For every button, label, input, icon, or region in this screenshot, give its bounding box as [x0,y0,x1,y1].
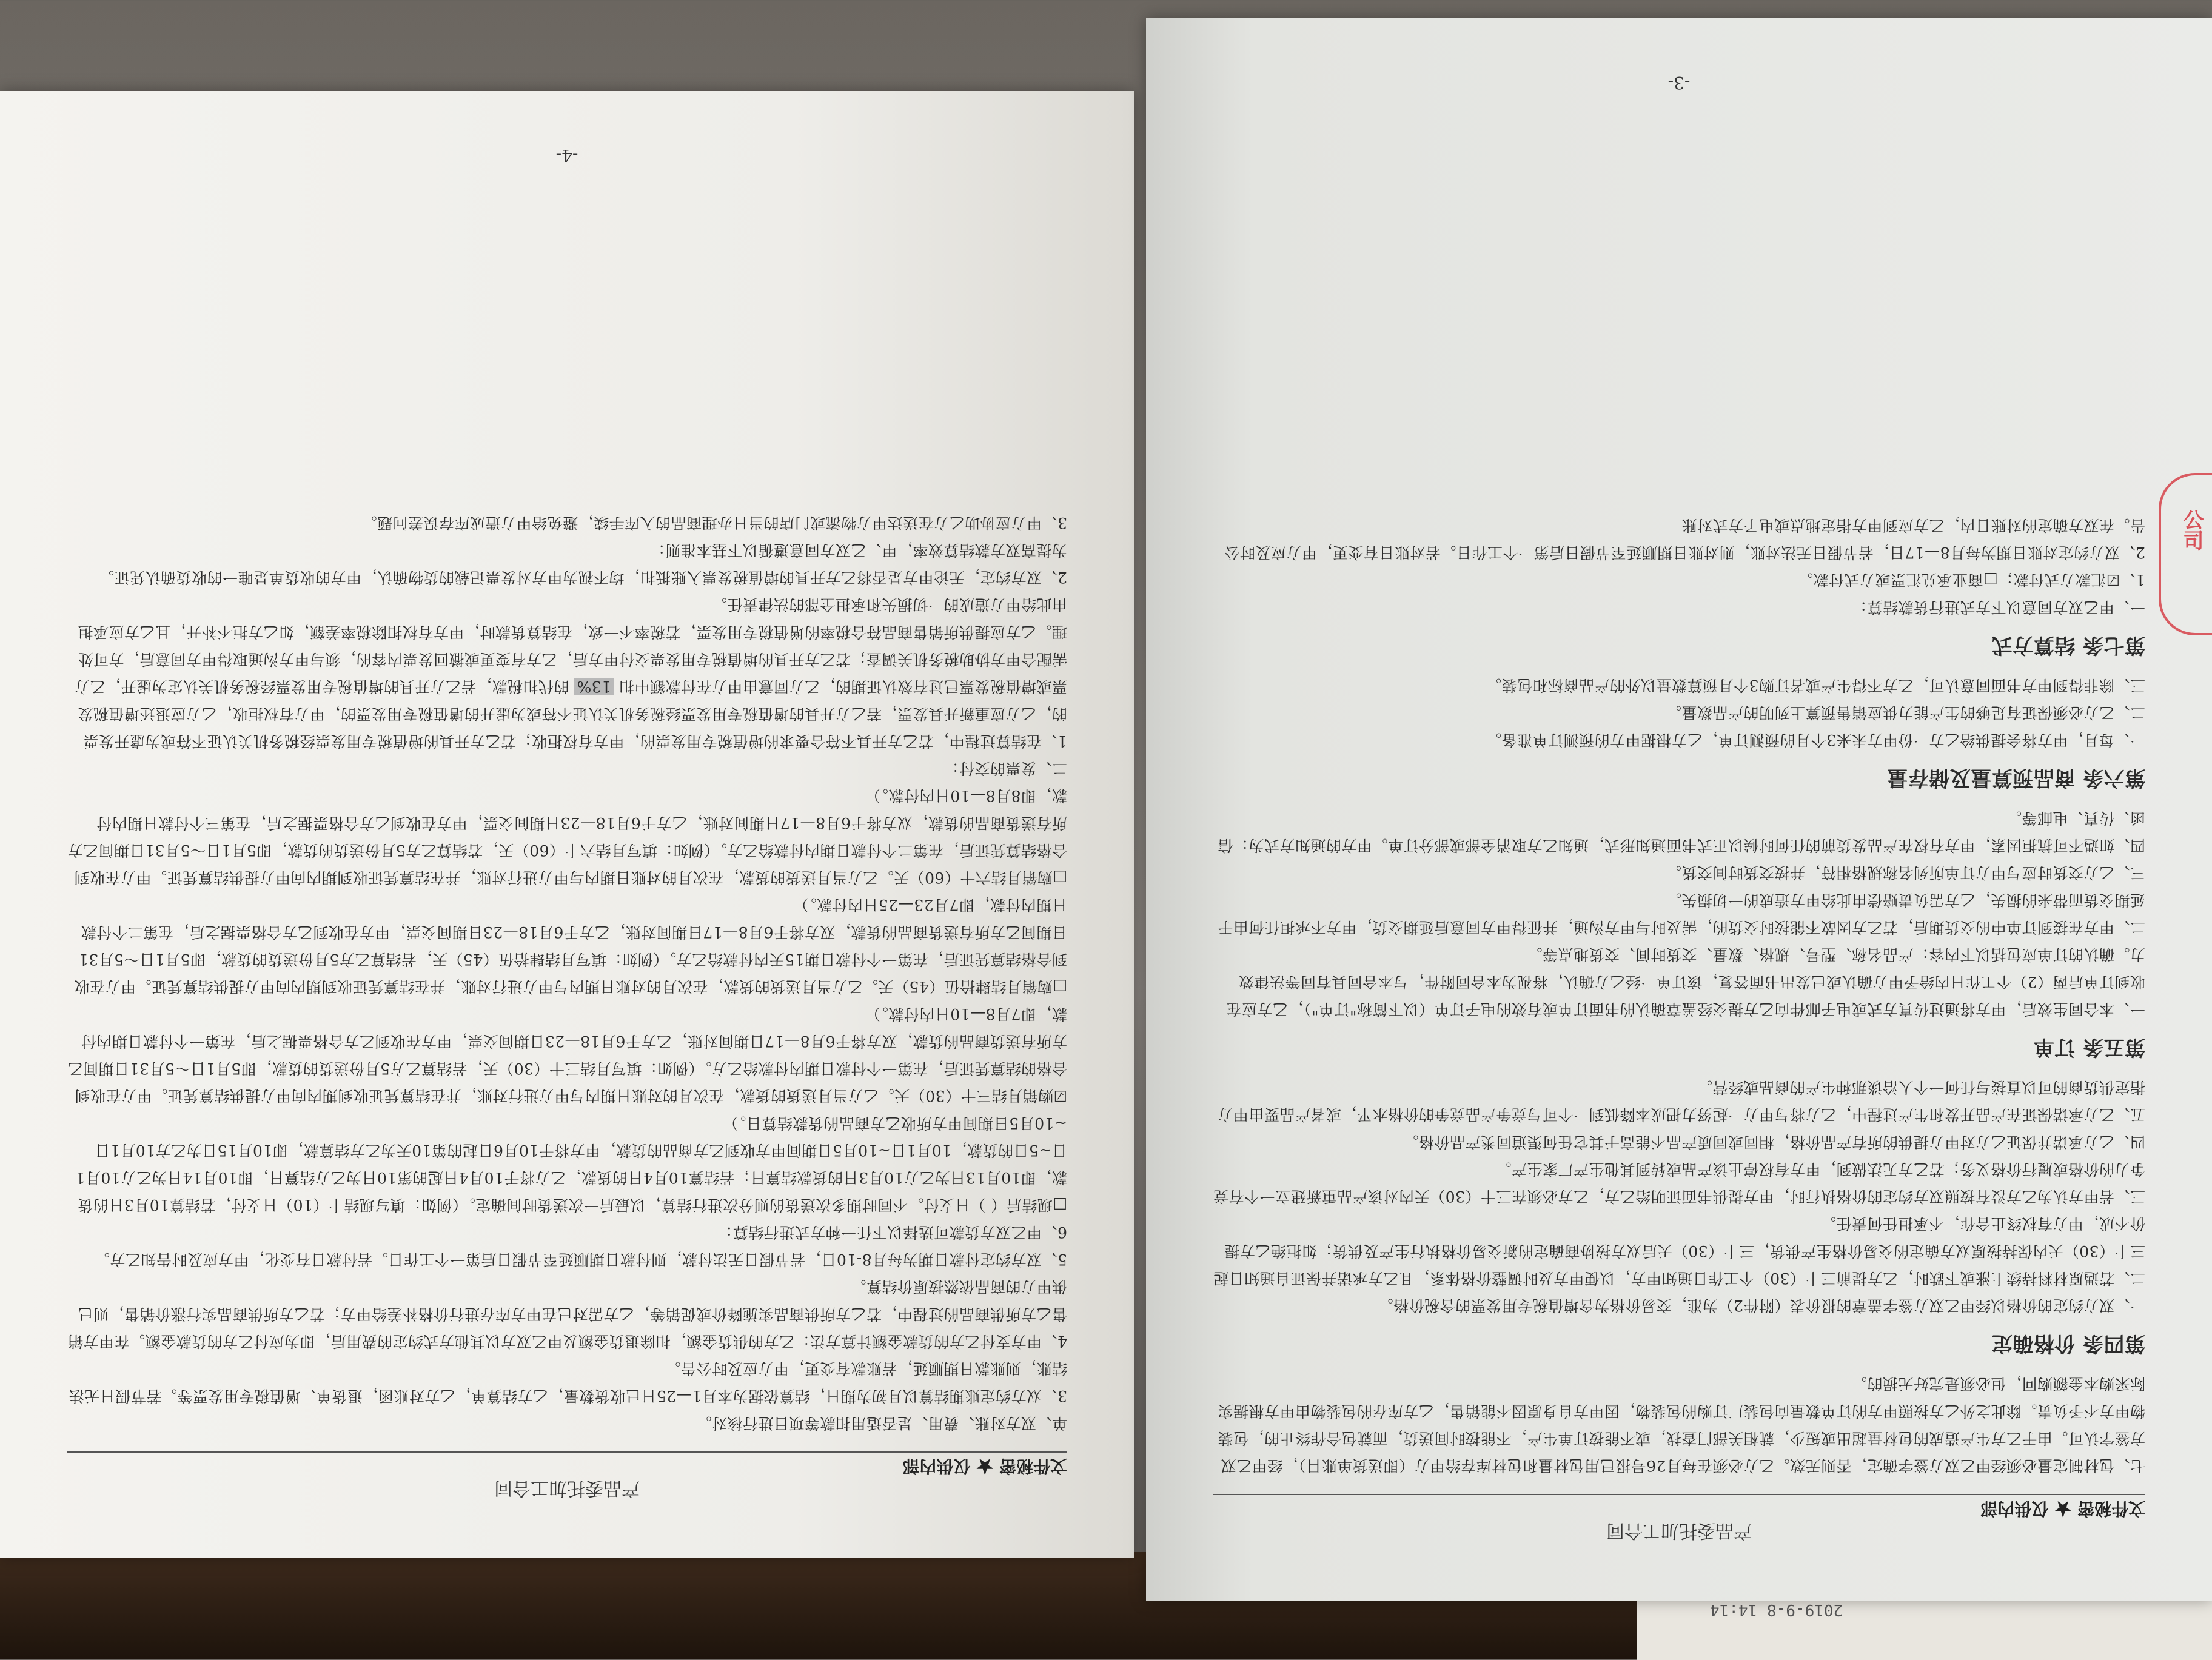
paragraph: 四、乙方承诺并保证乙方对甲方提供的所有产品价格，相同或同质产品不能高于其它任何渠道同类产品价格。 [1403,1133,2145,1151]
photo-timestamp: 2019-9-8 14:14 [1710,1601,1843,1619]
header-confidential-mark: 文件秘密 ★ 仅供内部 [1980,1499,2145,1519]
paragraph: 三、若甲方认为乙方没有按照双方约定的价格执行时，甲方提供书面证明给乙方，乙方必须在三十（30）天内对该产品重新建立一个有竞争力的价格或履行价格义务；若乙方无法做到，甲方有权停止该产品或转到其他生产厂家生产。 [1213,1160,2145,1205]
header-title: 产品委托加工合同 [1606,1520,1752,1541]
header-divider [67,1451,1067,1453]
paragraph-text: 1、在结算过程中，若乙方开具不符合要求的增值税专用发票的，甲方有权拒收；若乙方开具的增值税专用发票经税务机关认证不符或为虚开发票的，乙方应重新开具发票，若乙方开具的增值税专用发票经税务机关认证不符或为虚开的增值税专用发票的，甲方有权拒收，乙方应退还增值税发票或增值税发票已过有效认证期的，乙方同意由甲方在付款额中扣 [77,678,1067,750]
page-body [67,509,1067,1437]
paragraph: 6、甲乙双方货款可选择以下任一种方式进行结算： [717,1223,1067,1241]
paragraph: 2、双方约定对账日期为每月8—17日，若节假日无法对账，则对账日期顺延至节假日后第一个工作日。若对账日有变更，甲方应及时公告。在双方确定的对账日内，乙方应到甲方指定地点或电子方式对账 [1224,517,2145,561]
paragraph: 一、双方约定的价格以经甲乙双方签字盖章的报价表（附件2）为准，交易价格为含增值税专用发票的含税价格。 [1378,1297,2145,1314]
company-seal-text: 公司 [2179,509,2204,551]
paragraph: 3、双方约定账期结算以月初为期日，结算依据为本月1—25日已收货数量，乙方结算单，乙方对账函，退货单、增值税专用发票等。若节假日无法结账，则账款日期顺延，若账款有变更，甲方应及时公告。 [69,1360,1067,1405]
paragraph: 1、☑汇款方式付款；□商业承兑汇票或方式付款。 [1797,571,2145,589]
paragraph: 5、双方约定付款日期为每月8-10日，若节假日无法付款，则付款日期顺延至节假日后第一个工作日。若付款日有变化，甲方应及时告知乙方。 [94,1251,1067,1268]
paragraph: 三、乙方交货时应与甲方订单所列名称规格相符，并按交货时间交货。 [1666,864,2145,882]
paragraph: 二、乙方必须保证有足够的生产能力供应销售预算上列明的产品数量。 [1666,704,2145,721]
contract-page-3 [1146,18,2212,1601]
paragraph: 3、甲方应协助乙方在送达甲方物流或门店的当日办理商品的入库手续，避免给甲方造成库存误差问题。 [361,514,1067,532]
paragraph: 一、本合同生效后，甲方将通过传真方式或电子邮件向乙方提交经盖章确认的书面订单或有效的电子订单（以下简称"订单"），乙方应在收到订单后两（2）个工作日内给予甲方确认或已发出书面答复，该订单一经乙方确认，将视为本合同附件，与本合同具有同等法律效力。确认的订单应包括以下内容：产品名称、型号、规格、数量、交货时间、交货地点等。 [1225,946,2145,1018]
section-heading: 第五条 订单 [2033,1035,2145,1059]
company-seal-partial [2159,473,2212,635]
paragraph: 五、乙方承诺保证在产品开发和生产过程中，乙方将与甲方一起努力把成本降低到一个可与竞争产品竞争的价格水平，或者产品要由甲方指定供货商的可以直接与任何一个人洽谈那种生产的商品或经营。 [1217,1079,2145,1123]
paragraph: 一、甲乙双方同意以下方式进行货款结算： [1851,598,2145,616]
section-heading: 第六条 商品预算量及储存量 [1886,766,2145,790]
page-body [1213,512,2145,1479]
paragraph-text: 的代扣税款，若乙方开具的增值税专用发票经税务机关认定为虚开，乙方需配合甲方协助税务机关调查；若乙方开具的增值税专用发票交付甲方后，乙方有变更或撤回发票内容的，须与甲方沟通取得甲方同意后，方可处理。乙方应提供所销售商品符合税率的增值税专用发票，若税率不一致，在结算货款时，甲方有权扣除税率差额，如乙方拒不补开，且乙方应承担由此给甲方造成的一切损失和承担全部的法律责任。 [74,596,1067,695]
paragraph: □现结后（ ）日支付。不同时期多次送货的则分次进行结算，以最后一次送货时间确定。（例如：填写现结十（10）日支付，若结算10月3日的货款，即10月13日为乙方10月3日的货款结算日；若结算10月4日的货款，乙方将于10月4日起的第10日为乙方结算日，即10月14日为乙方10月1日~5日的货款，10月1日~10月5日期间甲方收到乙方商品的货款，甲方将于10月6日起的第10天为乙方结算款，即10月15日为乙方10月1日~10月5日期间甲方所收乙方商品的货款结算日。） [75,1114,1067,1214]
handwritten-tax-rate: 13% [574,678,614,695]
paragraph: 三、除非得到甲方书面同意认可，乙方不得生产或者订购3个月预算数量以外的产品商标和包装。 [1486,677,2145,694]
paragraph: 4、甲方支付乙方的货款金额计算方法：乙方的供货金额，扣除退货金额及甲乙双方以其他方式约定的费用后，即为应付乙方的货款金额。在甲方销售乙方所供商品的过程中，若乙方所供商品实施降价或促销等，乙方需对已在甲方库存进行价格补差给甲方；若乙方所供商品实行涨价销售，则已供甲方的商品依然按原价结算。 [67,1278,1067,1350]
page-number: -4- [555,146,578,166]
paragraph: 二、发票的交付： [943,760,1067,777]
paragraph: 一、每月，甲方将会提供给乙方一份甲方未来3个月的预测订单，乙方根据甲方的预测订单准备。 [1486,731,2145,749]
header-confidential-mark: 文件秘密 ★ 仅供内部 [902,1456,1067,1476]
paragraph [67,591,1067,755]
paragraph: 为提高双方款结算效率，甲、乙双方同意遵循以下基本准则： [649,541,1067,559]
paragraph: 四、如遇不可抗拒因素，甲方有权在产品发货前的任何时候以正式书面通知形式，通知乙方取消全部或部分订单。甲方的通知方式为：信函、传真、电邮等。 [1217,809,2145,854]
paragraph: 二、甲方在接到订单中的交货期后，若乙方因故不能按时交货的，需及时与甲方沟通，并征得甲方同意后延期交货，甲方不承担任何由于延期交货而带来的损失，乙方需负责赔偿由此给甲方造成的一切损失。 [1217,891,2145,936]
page-number: -3- [1667,73,1691,93]
header-divider [1213,1494,2145,1495]
section-heading: 第四条 价格确定 [1991,1331,2145,1356]
header-title: 产品委托加工合同 [494,1478,640,1499]
paragraph: □购销月结六十（60）天。乙方当月送货的货款，在次月的对账日期内与甲方进行对账，并在结算凭证收到期内向甲方提供结算凭证。甲方在收到合格结算凭证后，在第二个付款日期内付款给乙方。（例如：填写月结六十（60）天，若结算乙方5月份送货的货款，即5月1日～5月31日期间乙方所有送货商品的货款，双方将于6月8—17日期间对账，乙方于6月18—23日期间交票，甲方在收到乙方合格票据之后，在第三个付款日期内付款，即8月8—10日内付款。） [67,787,1067,886]
section-heading: 第七条 结算方式 [1991,633,2145,657]
paragraph: 2、双方约定，无论甲方是否将乙方开具的增值税发票入账抵扣，均不视为甲方对发票记载的货物确认，甲方的收货单是唯一的收货确认凭证。 [98,569,1067,586]
rotated-content [0,91,1134,1558]
paragraph: 单、双方对账、费用、是否适用扣款等项目进行核对。 [695,1414,1067,1432]
contract-page-4 [0,91,1134,1558]
paragraph: ☑购销月结三十（30）天。乙方当月送货的货款，在次月的对账日期内与甲方进行对账，并在结算凭证收到期内向甲方提供结算凭证。甲方在收到合格的结算凭证后，在第一个付款日期内付款给乙方。（例如：填写月结三十（30）天，若结算乙方5月份送货的货款，即5月1日～5月31日期间乙方所有送货商品的货款，双方将于6月8—17日期间对账，乙方于6月18—23日期间交票，甲方在收到乙方合格票据之后，在第一个付款日期内付款，即7月8—10日内付款。） [67,1005,1067,1105]
paragraph: □购销月结肆拾伍（45）天。乙方当月送货的货款，在次月的对账日期内与甲方进行对账，并在结算凭证收到期内向甲方提供结算凭证。甲方在收到合格结算凭证后，在第一个付款日期15天内付款给乙方。（例如：填写月结肆拾伍（45）天，若结算乙方5月份送货的货款，即5月1日～5月31日期间乙方所有送货商品的货款，双方将于6月8—17日期间对账，乙方于6月18—23日期间交票，甲方在收到乙方合格票据之后，在第二个付款日期内付款，即7月23—25日内付款。） [74,896,1067,996]
paragraph: 七、包材制定量必须经甲乙双方签字确定，否则无效。乙方必须在每月26号报已用包材量和包材库存给甲方（即送货单账目），经甲乙双方签字认可。由于乙方生产造成的包材量超出或短少，就相关部门查找，或不能按订单生产，不能按时间送货，而就包合作终止的，包装物甲方不予负责。除此之外乙方按照甲方的订单数量向包装厂订购的包装物，因甲方自身原因不能销售，乙方库存的包装物由甲方根据实际采购本金额购回，但必须是完好无损的。 [1217,1375,2145,1474]
paragraph: 二、若遇原材料持续上涨或下跌时，乙方提前三十（30）个工作日通知甲方，以便甲方及时调整价格体系，且乙方承诺并保证自通知日起三十（30）天内保持按原双方确定的交易价格生产供货，三十（30）天后双方按协商确定的新交易价格执行生产及供货；如拒绝乙方提价不成，甲方有权终止合作，不承担任何责任。 [1213,1215,2145,1287]
rotated-content [1146,18,2212,1601]
